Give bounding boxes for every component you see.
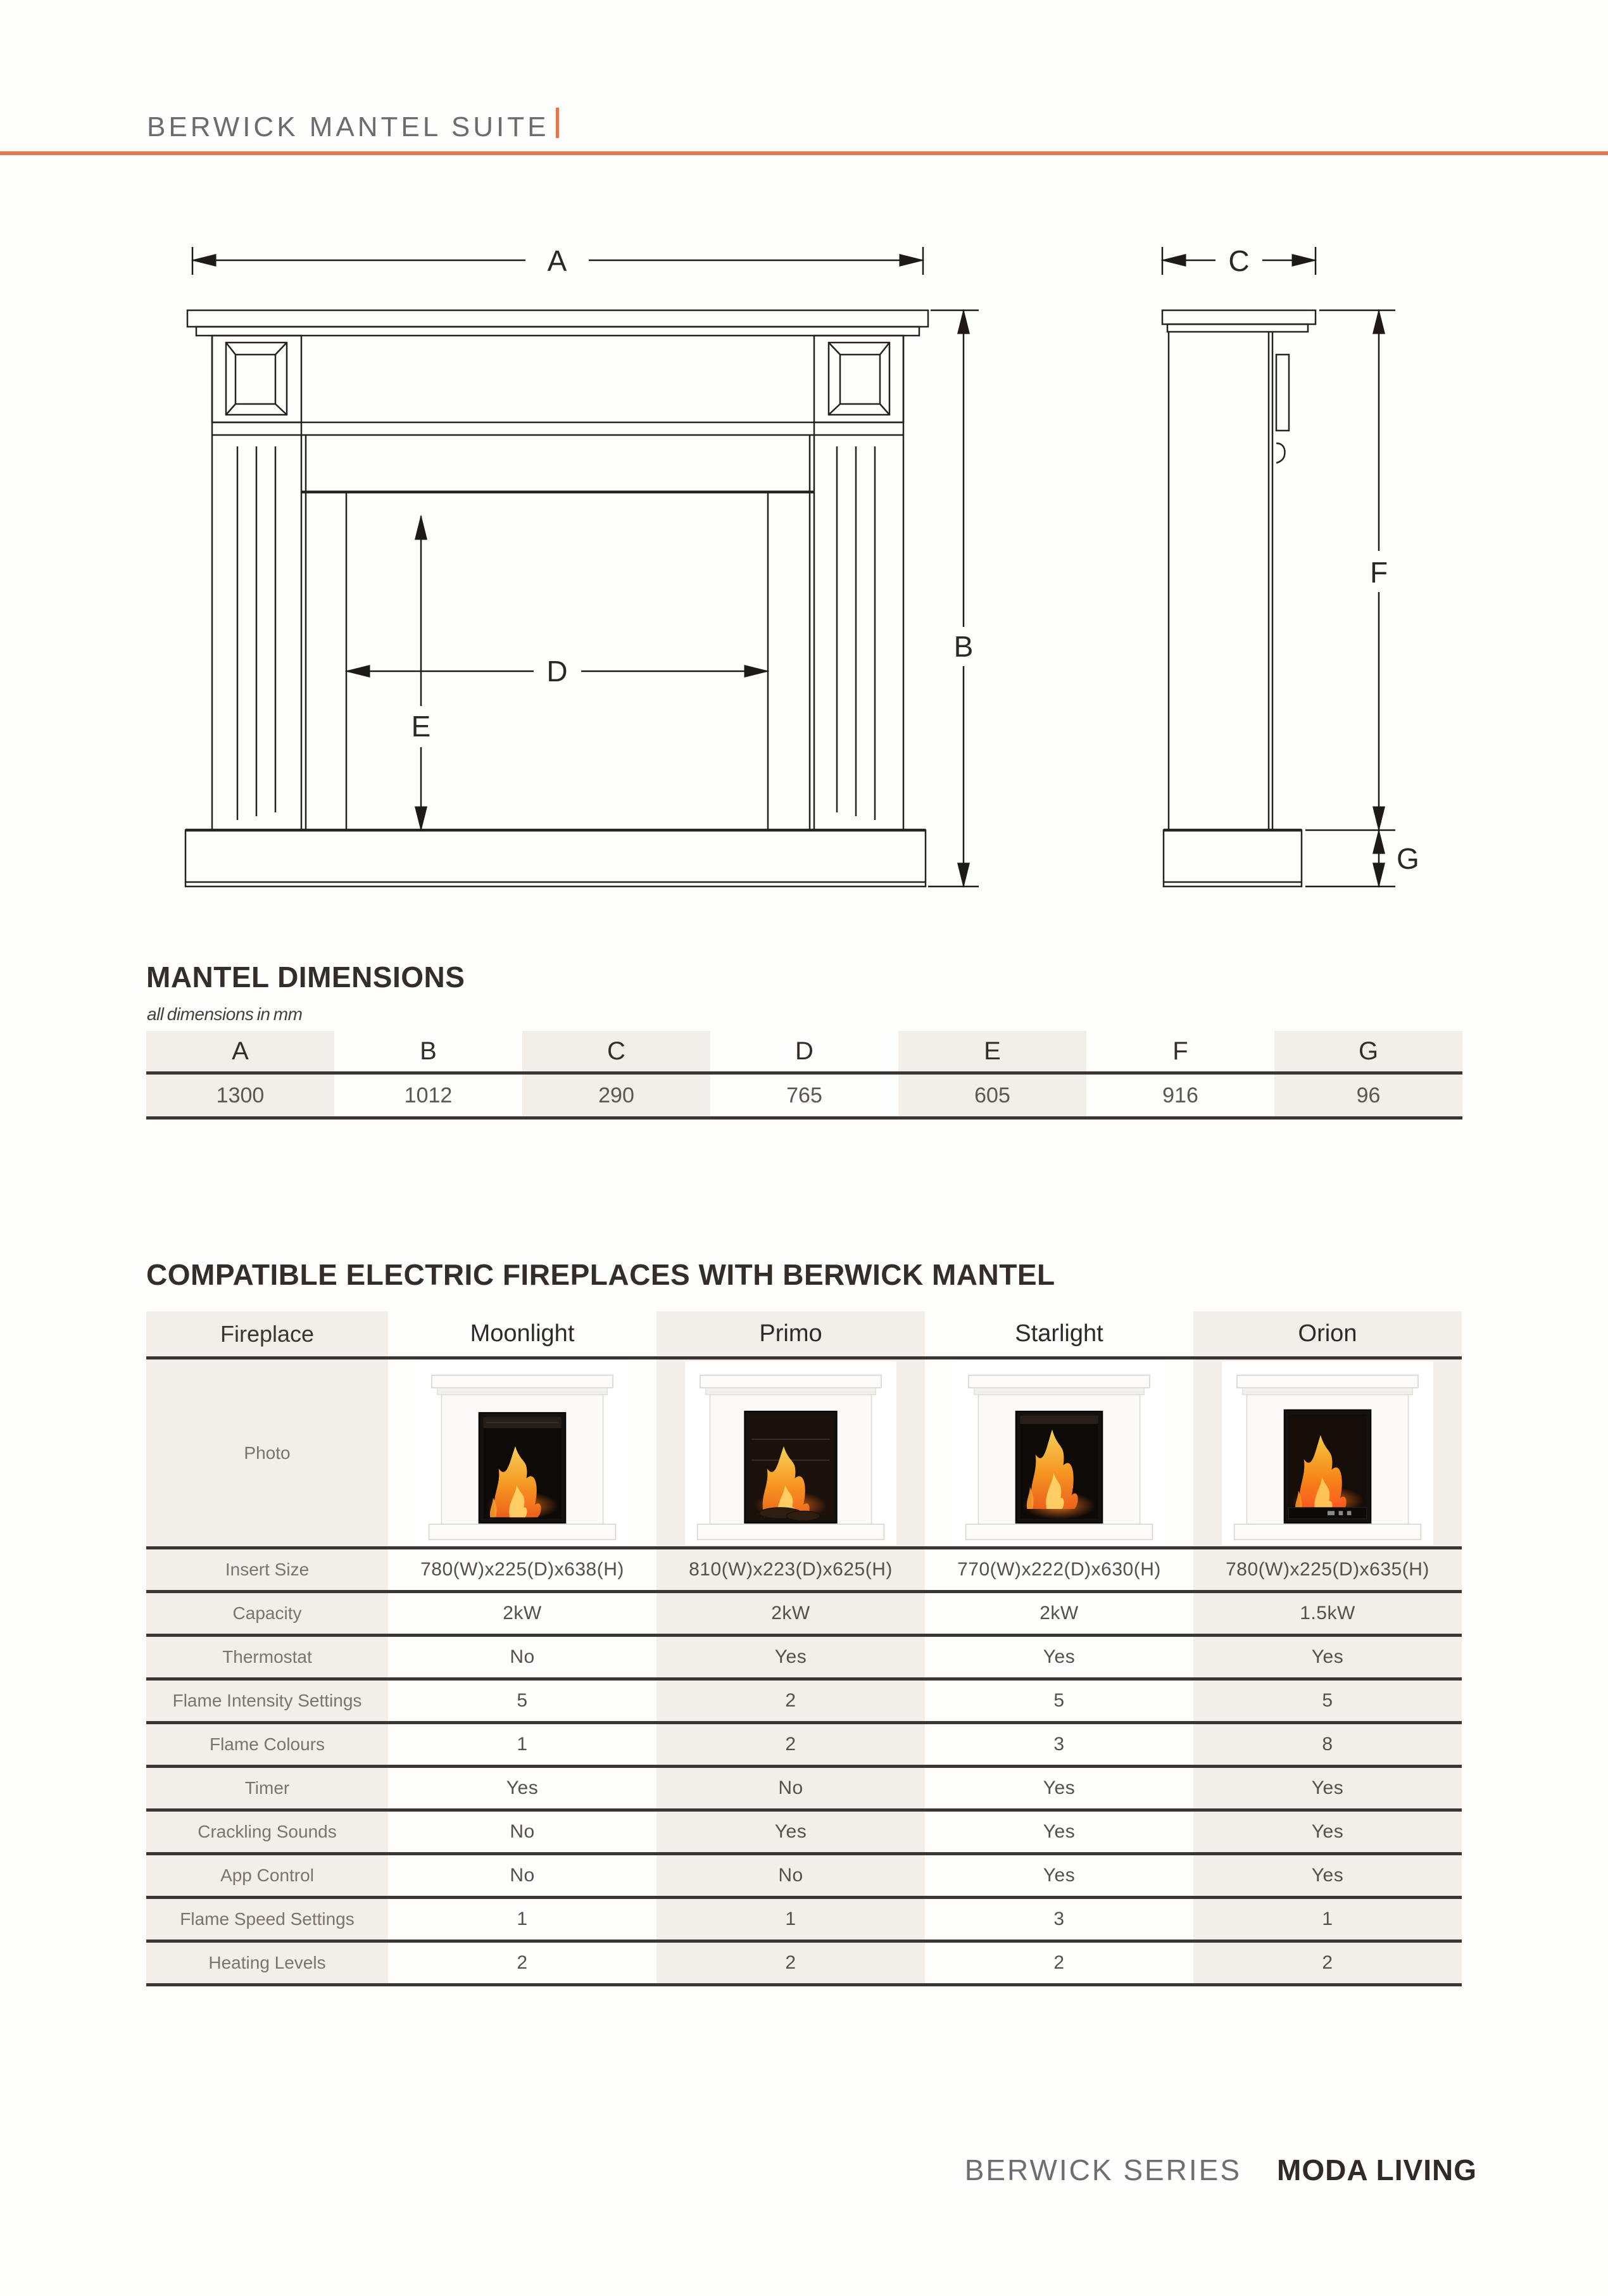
dimension-G — [1305, 830, 1419, 886]
spec-row — [146, 1637, 1462, 1677]
spec-value-starlight: 3 — [1053, 1908, 1065, 1929]
spec-value-moonlight: 1 — [517, 1734, 528, 1755]
spec-value-primo: Yes — [656, 1637, 925, 1677]
dim-value: 1300 — [146, 1075, 334, 1116]
spec-row — [146, 1899, 1462, 1940]
spec-value-orion: 5 — [1193, 1681, 1462, 1721]
dimension-E — [411, 516, 431, 830]
spec-value-primo: 2 — [656, 1681, 925, 1721]
spec-value-starlight: 5 — [1053, 1690, 1065, 1711]
mantel-side-outline — [1162, 310, 1316, 886]
product-name-moonlight: Moonlight — [470, 1320, 575, 1347]
dim-value: 290 — [522, 1075, 710, 1116]
spec-value-primo: No — [656, 1855, 925, 1896]
mantel-dimensions-heading: MANTEL DIMENSIONS — [146, 961, 465, 993]
spec-row — [146, 1812, 1462, 1852]
dim-value: 96 — [1274, 1075, 1462, 1116]
footer — [965, 2153, 1477, 2187]
dim-col-header: C — [522, 1031, 710, 1071]
spec-value-moonlight: 1 — [517, 1908, 528, 1929]
spec-row — [146, 1681, 1462, 1721]
page-title: BERWICK MANTEL SUITE — [147, 111, 550, 142]
dim-label-c: C — [1228, 247, 1250, 277]
dim-value: 1012 — [404, 1083, 453, 1107]
side-elevation-drawing — [1133, 247, 1431, 899]
dim-label-a: A — [547, 247, 567, 277]
spec-value-moonlight: 2 — [517, 1952, 528, 1973]
spec-value-moonlight: Yes — [506, 1777, 539, 1798]
table-rule — [146, 1983, 1462, 1986]
spec-value-primo: 2kW — [656, 1593, 925, 1634]
front-elevation-drawing — [146, 247, 1000, 899]
product-name-primo: Primo — [656, 1311, 925, 1356]
spec-value-moonlight: 780(W)x225(D)x638(H) — [420, 1559, 624, 1580]
dimension-A — [192, 247, 923, 277]
spec-value-orion: Yes — [1193, 1768, 1462, 1808]
spec-row — [146, 1768, 1462, 1808]
dimension-D — [346, 655, 768, 688]
product-name-orion: Orion — [1193, 1311, 1462, 1356]
dim-col-header: F — [1172, 1037, 1188, 1065]
spec-row — [146, 1549, 1462, 1590]
table-rule — [146, 1116, 1462, 1120]
photo-cell-starlight — [925, 1359, 1193, 1546]
spec-row-label: Capacity — [146, 1593, 388, 1634]
spec-value-starlight: 2 — [1053, 1952, 1065, 1973]
photo-cell-moonlight — [388, 1359, 656, 1546]
spec-row — [146, 1855, 1462, 1896]
dim-label-d: D — [546, 655, 568, 688]
spec-value-starlight: 3 — [1053, 1734, 1065, 1755]
photo-cell-primo — [656, 1359, 925, 1546]
dim-col-header: A — [146, 1031, 334, 1071]
dimension-value-row — [146, 1075, 1462, 1116]
spec-row-label: Flame Speed Settings — [146, 1899, 388, 1940]
compatible-fireplaces-heading: COMPATIBLE ELECTRIC FIREPLACES WITH BERWICK MANTEL — [146, 1258, 1055, 1291]
spec-value-starlight: 770(W)x222(D)x630(H) — [957, 1559, 1161, 1580]
spec-value-starlight: Yes — [1043, 1777, 1076, 1798]
dimension-B — [928, 310, 979, 886]
footer-series-name: BERWICK SERIES — [964, 2154, 1242, 2186]
spec-value-orion: 1 — [1193, 1899, 1462, 1940]
photo-cell-orion — [1193, 1359, 1462, 1546]
dimension-F — [1305, 310, 1395, 830]
spec-value-starlight: 2kW — [1040, 1603, 1079, 1624]
spec-value-starlight: Yes — [1043, 1821, 1076, 1842]
spec-value-primo: 2 — [656, 1724, 925, 1765]
spec-value-moonlight: No — [510, 1821, 535, 1842]
dim-label-g: G — [1397, 842, 1419, 875]
spec-value-orion: Yes — [1193, 1812, 1462, 1852]
spec-value-moonlight: No — [510, 1646, 535, 1667]
dim-col-header: D — [795, 1037, 813, 1065]
spec-value-orion: Yes — [1193, 1637, 1462, 1677]
spec-value-moonlight: 5 — [517, 1690, 528, 1711]
spec-row-label: Heating Levels — [146, 1943, 388, 1983]
spec-row-label: Thermostat — [146, 1637, 388, 1677]
fireplace-photo-orion — [1222, 1361, 1433, 1545]
fireplace-photo-starlight — [953, 1361, 1165, 1545]
spec-value-moonlight: 2kW — [503, 1603, 542, 1624]
spec-row-label: Flame Intensity Settings — [146, 1681, 388, 1721]
spec-value-starlight: Yes — [1043, 1865, 1076, 1886]
spec-row-label: Crackling Sounds — [146, 1812, 388, 1852]
dim-label-b: B — [953, 630, 974, 663]
spec-value-orion: Yes — [1193, 1855, 1462, 1896]
spec-value-orion: 2 — [1193, 1943, 1462, 1983]
dim-value: 605 — [898, 1075, 1086, 1116]
mantel-front-outline — [185, 310, 928, 886]
spec-value-orion: 780(W)x225(D)x635(H) — [1193, 1549, 1462, 1590]
fireplace-photo-primo — [685, 1361, 896, 1545]
photo-row-label: Photo — [146, 1359, 388, 1546]
spec-value-primo: No — [656, 1768, 925, 1808]
spec-row-label: App Control — [146, 1855, 388, 1896]
masthead-separator-bar — [556, 108, 559, 138]
compatible-fireplaces-table — [146, 1311, 1462, 1986]
spec-row — [146, 1724, 1462, 1765]
photo-row — [146, 1359, 1462, 1546]
spec-value-primo: 810(W)x223(D)x625(H) — [656, 1549, 925, 1590]
dim-col-header: E — [898, 1031, 1086, 1071]
dim-value: 916 — [1162, 1083, 1198, 1107]
spec-value-orion: 8 — [1193, 1724, 1462, 1765]
dim-col-header: G — [1274, 1031, 1462, 1071]
mantel-dimensions-table — [146, 1031, 1462, 1120]
spec-row-label: Insert Size — [146, 1549, 388, 1590]
spec-value-moonlight: No — [510, 1865, 535, 1886]
spec-value-primo: 2 — [656, 1943, 925, 1983]
fireplace-photo-moonlight — [417, 1361, 628, 1545]
header-divider-rule — [0, 151, 1608, 155]
table-corner-label: Fireplace — [146, 1311, 388, 1356]
spec-value-starlight: Yes — [1043, 1646, 1076, 1667]
product-header-row — [146, 1311, 1462, 1356]
dimension-header-row — [146, 1031, 1462, 1071]
spec-row-label: Flame Colours — [146, 1724, 388, 1765]
spec-value-primo: Yes — [656, 1812, 925, 1852]
dim-value: 765 — [786, 1083, 822, 1107]
footer-brand-name: MODA LIVING — [1277, 2154, 1477, 2186]
dim-label-e: E — [411, 710, 431, 743]
dim-col-header: B — [420, 1037, 437, 1065]
spec-value-orion: 1.5kW — [1193, 1593, 1462, 1634]
spec-row — [146, 1593, 1462, 1634]
dim-label-f: F — [1369, 556, 1388, 589]
dimensions-note: all dimensions in mm — [147, 1004, 303, 1024]
spec-rows — [146, 1549, 1462, 1986]
product-name-starlight: Starlight — [1015, 1320, 1103, 1347]
dimension-C — [1162, 247, 1316, 277]
spec-value-primo: 1 — [656, 1899, 925, 1940]
spec-row-label: Timer — [146, 1768, 388, 1808]
spec-row — [146, 1943, 1462, 1983]
